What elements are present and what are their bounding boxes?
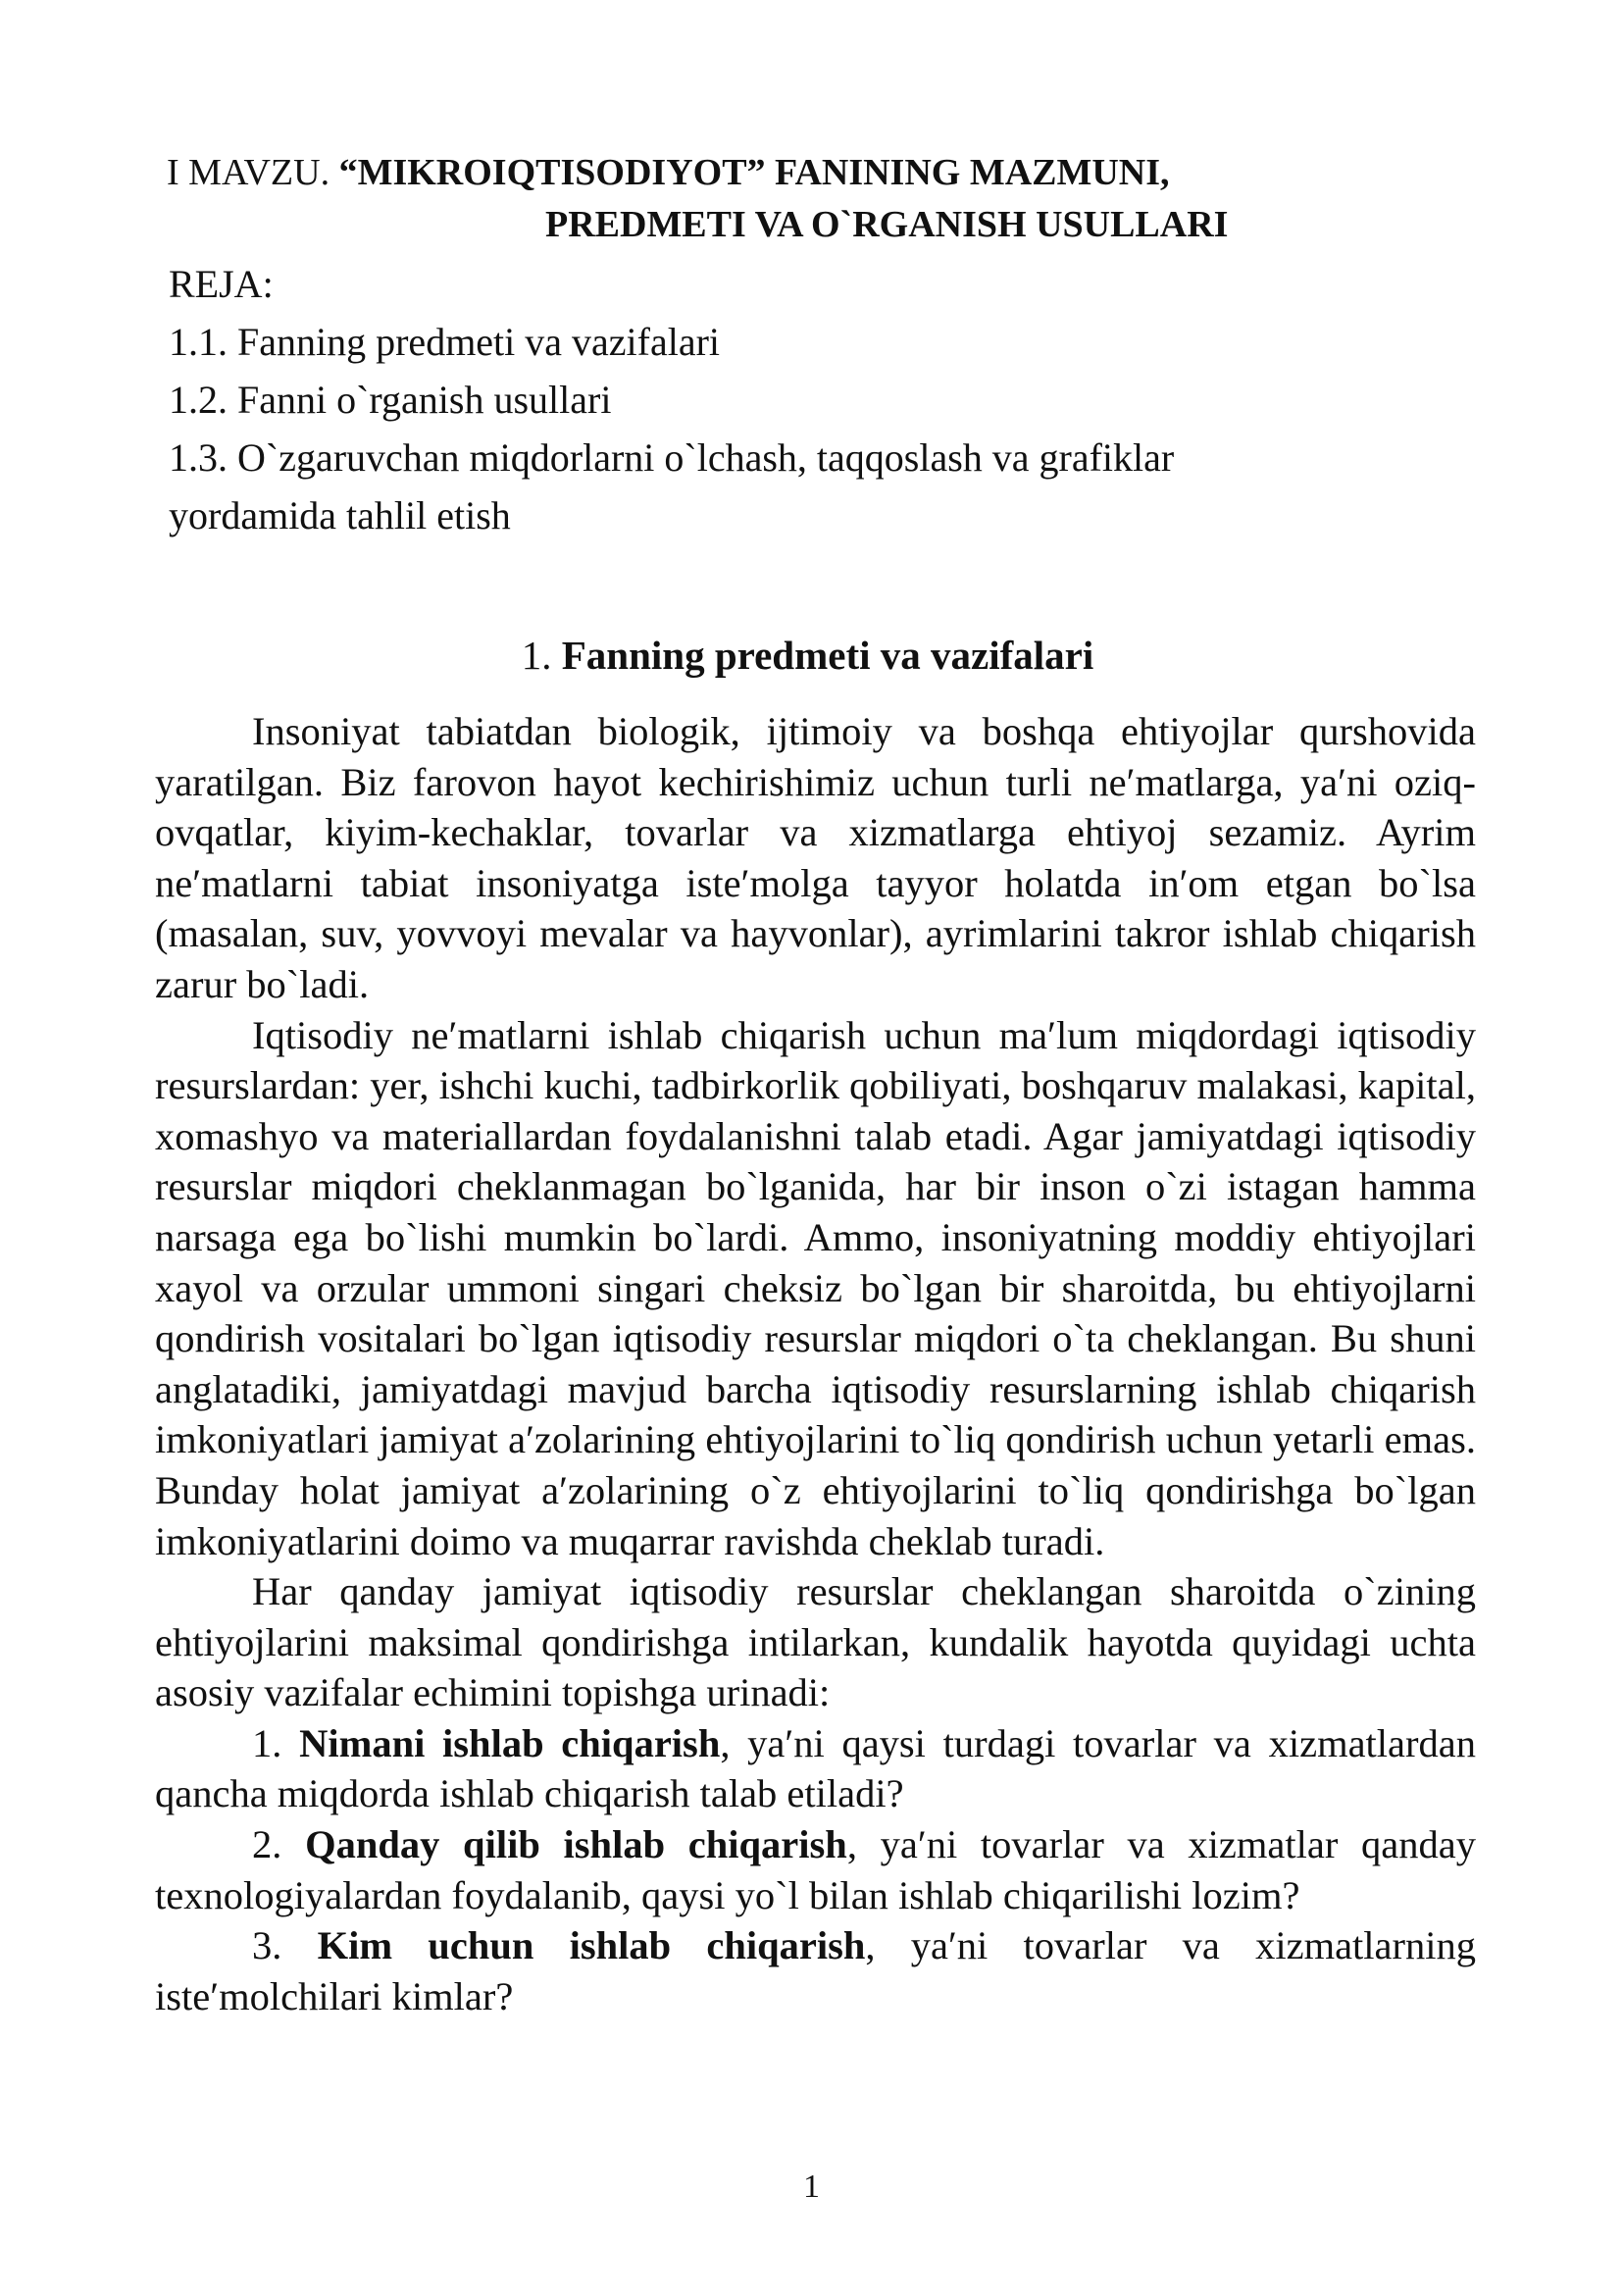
- task-number: 2.: [252, 1822, 306, 1867]
- plan-item-3-continuation: yordamida tahlil etish: [169, 493, 511, 537]
- section-number: 1.: [521, 633, 562, 678]
- topic-title-line2: PREDMETI VA O`RGANISH USULLARI: [545, 204, 1229, 245]
- page-number: 1: [803, 2168, 820, 2205]
- paragraph-1: Insoniyat tabiatdan biologik, ijtimoiy va boshqa ehtiyojlar qurshovida yaratilgan. Biz farovon hayot kechirishimiz uchun turli neʹmatlarga, yaʹni oziq-ovqatlar, kiyim-kechaklar, tovarlar va xizmatlarga ehtiyoj sezamiz. Ayrim neʹmatlarni tabiat insoniyatga isteʹmolga tayyor holatda inʹom etgan bo`lsa (masalan, suv, yovvoyi mevalar va hayvonlar), ayrimlarini takror ishlab chiqarish zarur bo`ladi.: [155, 709, 1476, 1006]
- task-description: , yaʹni tovarlar va xizmatlar qanday texnologiyalardan foydalanib, qaysi yo`l bilan ishlab chiqarilishi lozim?: [155, 1822, 1476, 1917]
- plan-item-1: 1.1. Fanning predmeti va vazifalari: [169, 320, 721, 364]
- plan-label: REJA:: [169, 262, 274, 306]
- topic-title-prefix: I MAVZU.: [167, 152, 339, 193]
- plan-item-2: 1.2. Fanni o`rganish usullari: [169, 378, 612, 422]
- body-text: [155, 706, 1476, 2021]
- topic-title-bold-line1: “MIKROIQTISODIYOT” FANINING MAZMUNI,: [338, 152, 1170, 193]
- plan-item-3: 1.3. O`zgaruvchan miqdorlarni o`lchash, taqqoslash va grafiklar: [169, 435, 1175, 480]
- topic-title: [167, 149, 1170, 196]
- task-title: Qanday qilib ishlab chiqarish: [305, 1822, 847, 1867]
- paragraph-2: Iqtisodiy neʹmatlarni ishlab chiqarish uchun maʹlum miqdordagi iqtisodiy resurslardan: yer, ishchi kuchi, tadbirkorlik qobiliyati, boshqaruv malakasi, kapital, xomashyo va materiallardan foydalanishni talab etadi. Agar jamiyatdagi iqtisodiy resurslar miqdori cheklanmagan bo`lganida, har bir inson o`zi istagan hamma narsaga ega bo`lishi mumkin bo`lardi. Ammo, insoniyatning moddiy ehtiyojlari xayol va orzular ummoni singari cheksiz bo`lgan bir sharoitda, bu ehtiyojlarni qondirish vositalari bo`lgan iqtisodiy resurslar miqdori o`ta cheklangan. Bu shuni anglatadiki, jamiyatdagi mavjud barcha iqtisodiy resurslarning ishlab chiqarish imkoniyatlari jamiyat aʹzolarining ehtiyojlarini to`liq qondirish uchun yetarli emas. Bunday holat jamiyat aʹzolarining o`z ehtiyojlarini to`liq qondirishga bo`lgan imkoniyatlarini doimo va muqarrar ravishda cheklab turadi.: [155, 1012, 1476, 1563]
- task-number: 1.: [252, 1720, 300, 1765]
- task-description: , yaʹni qaysi turdagi tovarlar va xizmatlardan qancha miqdorda ishlab chiqarish talab etiladi?: [155, 1720, 1476, 1816]
- task-title: Nimani ishlab chiqarish: [299, 1720, 721, 1765]
- section-title: Fanning predmeti va vazifalari: [561, 633, 1094, 678]
- task-item-1: [155, 1718, 1476, 1819]
- task-title: Kim uchun ishlab chiqarish: [317, 1923, 866, 1968]
- task-item-2: [155, 1819, 1476, 1920]
- task-item-3: [155, 1920, 1476, 2021]
- section-heading: [0, 630, 1623, 681]
- task-description: , yaʹni tovarlar va xizmatlarning isteʹmolchilari kimlar?: [155, 1923, 1477, 2018]
- paragraph-3: Har qanday jamiyat iqtisodiy resurslar cheklangan sharoitda o`zining ehtiyojlarini maksimal qondirishga intilarkan, kundalik hayotda quyidagi uchta asosiy vazifalar echimini topishga urinadi:: [155, 1569, 1476, 1715]
- task-number: 3.: [252, 1923, 318, 1968]
